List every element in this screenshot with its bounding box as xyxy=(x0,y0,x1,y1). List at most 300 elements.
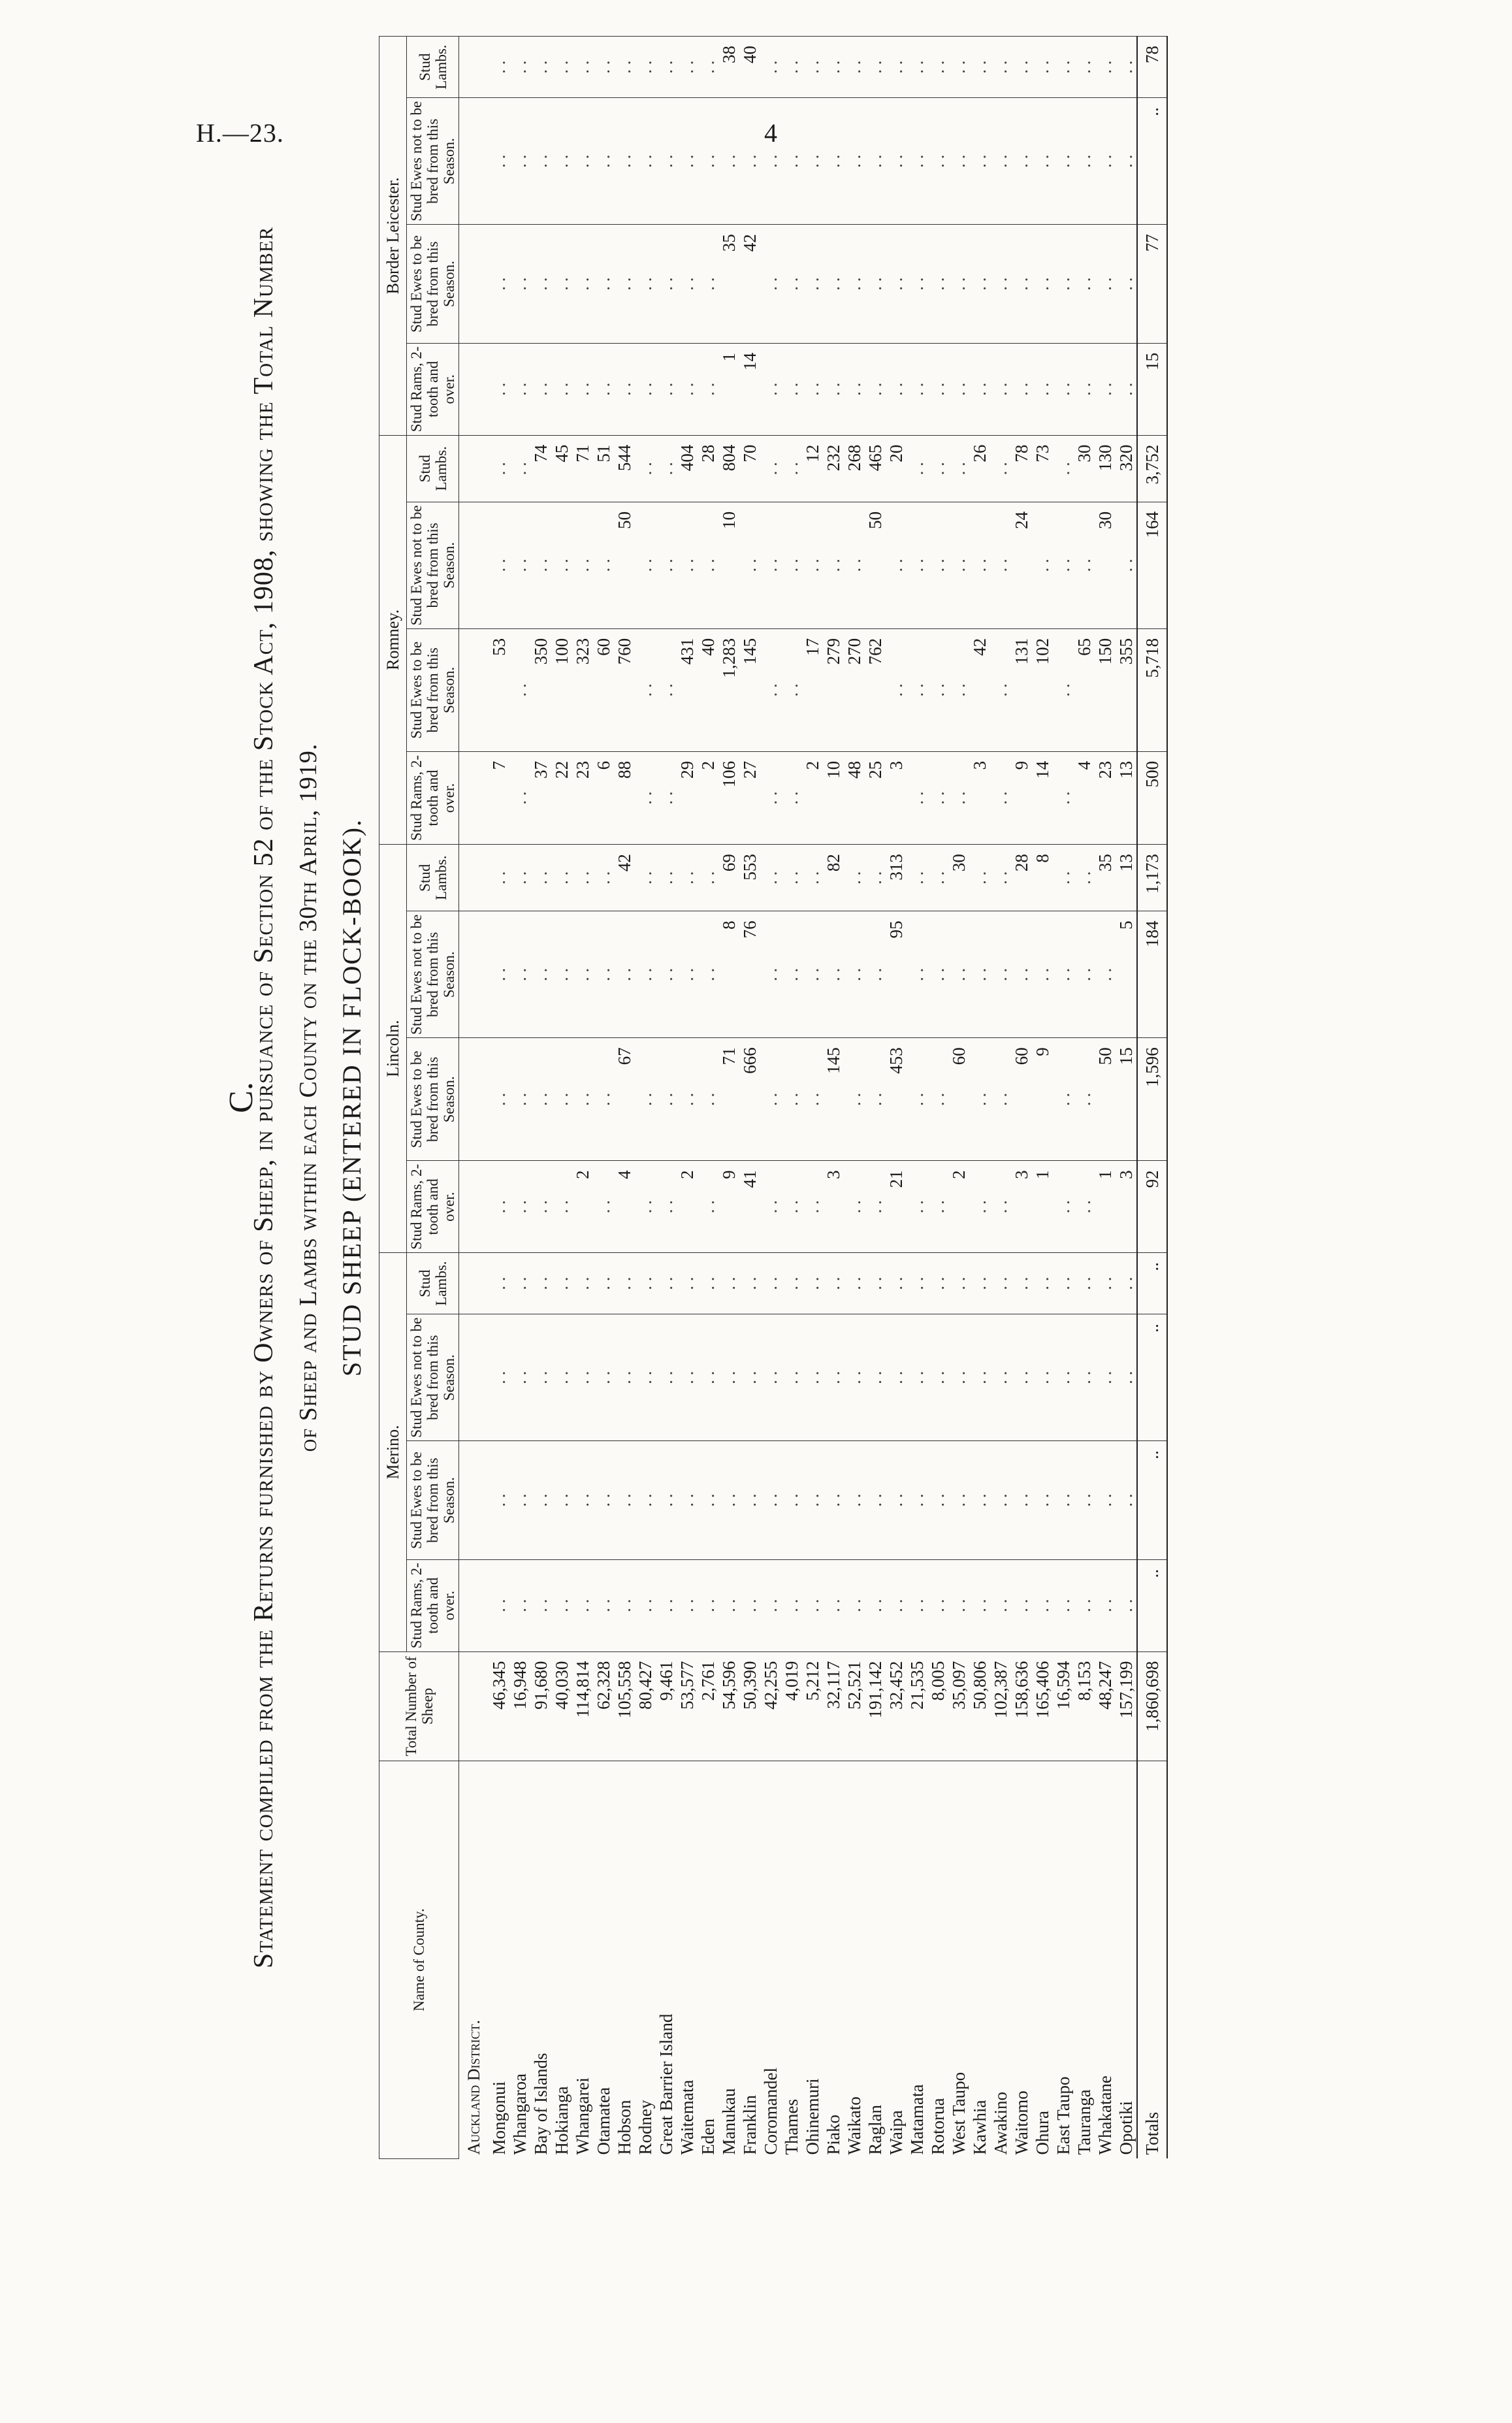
value-cell: 30 xyxy=(1095,502,1116,628)
value-cell: 2 xyxy=(802,751,823,844)
value-cell: 30 xyxy=(1074,435,1095,502)
subcol-header: Stud Lambs. xyxy=(407,1253,459,1314)
table-row xyxy=(760,37,781,2159)
subcol-header: Stud Rams, 2-tooth and over. xyxy=(407,1161,459,1253)
value-cell: 4 xyxy=(1074,751,1095,844)
empty-cell: . . xyxy=(551,911,572,1038)
empty-cell: . . xyxy=(990,1253,1011,1314)
value-cell: 313 xyxy=(886,845,907,911)
value-cell: 760 xyxy=(614,628,635,751)
value-cell: 45 xyxy=(551,435,572,502)
value-cell: 9 xyxy=(718,1161,739,1253)
value-cell: 184 xyxy=(1137,911,1167,1038)
empty-cell: . . xyxy=(551,1559,572,1651)
empty-cell: . . xyxy=(656,225,677,344)
empty-cell: . . xyxy=(509,751,530,844)
total-sheep-cell: 102,387 xyxy=(990,1651,1011,1761)
total-sheep-cell: 50,806 xyxy=(969,1651,990,1761)
value-cell: 350 xyxy=(530,628,551,751)
empty-cell: . . xyxy=(1095,1253,1116,1314)
subcol-header: Stud Ewes to be bred from this Season. xyxy=(407,1441,459,1560)
empty-cell: . . xyxy=(1011,98,1032,225)
empty-cell: . . xyxy=(927,1161,948,1253)
empty-cell: . . xyxy=(509,1314,530,1441)
value-cell: 404 xyxy=(677,435,698,502)
empty-cell: . . xyxy=(886,98,907,225)
empty-cell: . . xyxy=(760,1441,781,1560)
empty-cell: . . xyxy=(802,845,823,911)
empty-cell: . . xyxy=(635,751,656,844)
empty-cell: . . xyxy=(844,1314,865,1441)
value-cell: 25 xyxy=(865,751,886,844)
empty-cell: . . xyxy=(1116,502,1137,628)
value-cell: 232 xyxy=(823,435,844,502)
value-cell: 3 xyxy=(823,1161,844,1253)
empty-cell: . . xyxy=(635,628,656,751)
value-cell: 42 xyxy=(614,845,635,911)
empty-cell: . . xyxy=(865,1038,886,1161)
table-row xyxy=(698,37,718,2159)
value-cell: 73 xyxy=(1032,435,1053,502)
empty-cell: . . xyxy=(1032,1441,1053,1560)
empty-cell: . . xyxy=(844,502,865,628)
empty-cell: . . xyxy=(593,343,614,435)
empty-cell: . . xyxy=(677,1253,698,1314)
empty-cell: . . xyxy=(865,1314,886,1441)
empty-cell: . . xyxy=(489,1441,509,1560)
empty-cell: . . xyxy=(614,1314,635,1441)
total-sheep-cell: 16,594 xyxy=(1053,1651,1074,1761)
empty-cell: . . xyxy=(656,1161,677,1253)
empty-cell: . . xyxy=(698,98,718,225)
empty-cell: . . xyxy=(530,98,551,225)
empty-cell: . . xyxy=(551,343,572,435)
value-cell: 431 xyxy=(677,628,698,751)
empty-cell: . . xyxy=(530,225,551,344)
empty-cell: . . xyxy=(969,845,990,911)
empty-cell: . . xyxy=(1074,225,1095,344)
empty-cell: . . xyxy=(1116,37,1137,98)
table-row xyxy=(844,37,865,2159)
empty-cell: . . xyxy=(509,98,530,225)
empty-cell: . . xyxy=(656,343,677,435)
county-name: Great Barrier Island xyxy=(656,1761,677,2159)
empty-cell: . . xyxy=(489,1038,509,1161)
empty-cell: . . xyxy=(1032,37,1053,98)
total-sheep-cell: 9,461 xyxy=(656,1651,677,1761)
value-cell: 20 xyxy=(886,435,907,502)
empty-cell: . . xyxy=(865,343,886,435)
value-cell: 21 xyxy=(886,1161,907,1253)
value-cell: .. xyxy=(1137,1441,1167,1560)
empty-cell: . . xyxy=(1011,1314,1032,1441)
empty-cell: . . xyxy=(802,225,823,344)
empty-cell: . . xyxy=(489,37,509,98)
empty-cell: . . xyxy=(489,1314,509,1441)
col-header-county: Name of County. xyxy=(379,1761,459,2159)
empty-cell: . . xyxy=(927,37,948,98)
value-cell: 71 xyxy=(572,435,593,502)
value-cell: 35 xyxy=(1095,845,1116,911)
table-row xyxy=(718,37,739,2159)
value-cell: 23 xyxy=(1095,751,1116,844)
empty-cell: . . xyxy=(1074,502,1095,628)
empty-cell: . . xyxy=(781,98,802,225)
value-cell: 23 xyxy=(572,751,593,844)
table-row xyxy=(593,37,614,2159)
empty-cell: . . xyxy=(886,225,907,344)
table-row xyxy=(927,37,948,2159)
empty-cell: . . xyxy=(907,751,927,844)
subcol-header: Stud Ewes not to be bred from this Season. xyxy=(407,502,459,628)
empty-cell: . . xyxy=(990,1161,1011,1253)
empty-cell: . . xyxy=(927,343,948,435)
empty-cell: . . xyxy=(1053,1441,1074,1560)
value-cell: 78 xyxy=(1137,37,1167,98)
empty-cell: . . xyxy=(509,845,530,911)
empty-cell: . . xyxy=(489,1559,509,1651)
value-cell: 1 xyxy=(1095,1161,1116,1253)
empty-cell: . . xyxy=(1053,1038,1074,1161)
page-header-left: H.—23. xyxy=(196,118,284,148)
value-cell: 544 xyxy=(614,435,635,502)
county-name: Tauranga xyxy=(1074,1761,1095,2159)
value-cell: 3 xyxy=(886,751,907,844)
county-name: Matamata xyxy=(907,1761,927,2159)
empty-cell: . . xyxy=(865,98,886,225)
empty-cell: . . xyxy=(530,1441,551,1560)
empty-cell: . . xyxy=(969,1441,990,1560)
value-cell: 60 xyxy=(1011,1038,1032,1161)
empty-cell: . . xyxy=(489,911,509,1038)
empty-cell: . . xyxy=(1095,911,1116,1038)
value-cell: 5,718 xyxy=(1137,628,1167,751)
value-cell: 50 xyxy=(614,502,635,628)
empty-cell: . . xyxy=(677,1559,698,1651)
empty-cell: . . xyxy=(698,1441,718,1560)
empty-cell: . . xyxy=(927,435,948,502)
empty-cell: . . xyxy=(886,1253,907,1314)
empty-cell: . . xyxy=(1011,1441,1032,1560)
table-row xyxy=(1095,37,1116,2159)
total-sheep-cell: 8,153 xyxy=(1074,1651,1095,1761)
value-cell: 164 xyxy=(1137,502,1167,628)
empty-cell: . . xyxy=(1032,1314,1053,1441)
county-name: Piako xyxy=(823,1761,844,2159)
value-cell: 145 xyxy=(739,628,760,751)
value-cell: 130 xyxy=(1095,435,1116,502)
value-cell: 22 xyxy=(551,751,572,844)
county-name: Eden xyxy=(698,1761,718,2159)
empty-cell: . . xyxy=(677,1314,698,1441)
empty-cell: . . xyxy=(907,343,927,435)
empty-cell: . . xyxy=(865,37,886,98)
empty-cell: . . xyxy=(907,628,927,751)
empty-cell: . . xyxy=(635,1314,656,1441)
empty-cell: . . xyxy=(698,1253,718,1314)
empty-cell: . . xyxy=(1053,911,1074,1038)
empty-cell: . . xyxy=(635,502,656,628)
empty-cell: . . xyxy=(656,1038,677,1161)
empty-cell: . . xyxy=(948,225,969,344)
value-cell: 9 xyxy=(1011,751,1032,844)
empty-cell: . . xyxy=(509,911,530,1038)
value-cell: 150 xyxy=(1095,628,1116,751)
empty-cell: . . xyxy=(907,98,927,225)
table-row xyxy=(823,37,844,2159)
empty-cell: . . xyxy=(593,911,614,1038)
table-row xyxy=(677,37,698,2159)
empty-cell: . . xyxy=(572,225,593,344)
table-row xyxy=(907,37,927,2159)
empty-cell: . . xyxy=(739,1559,760,1651)
value-cell: 320 xyxy=(1116,435,1137,502)
empty-cell: . . xyxy=(1116,343,1137,435)
table-row xyxy=(635,37,656,2159)
empty-cell: . . xyxy=(1095,343,1116,435)
subcol-header: Stud Ewes not to be bred from this Season. xyxy=(407,1314,459,1441)
county-name: Franklin xyxy=(739,1761,760,2159)
empty-cell: . . xyxy=(760,628,781,751)
table-row xyxy=(656,37,677,2159)
value-cell: 145 xyxy=(823,1038,844,1161)
empty-cell: . . xyxy=(781,628,802,751)
empty-cell: . . xyxy=(865,911,886,1038)
value-cell: 10 xyxy=(823,751,844,844)
empty-cell: . . xyxy=(990,225,1011,344)
empty-cell: . . xyxy=(760,98,781,225)
total-sheep-cell: 5,212 xyxy=(802,1651,823,1761)
county-name: Hobson xyxy=(614,1761,635,2159)
county-name: Manukau xyxy=(718,1761,739,2159)
empty-cell: . . xyxy=(760,911,781,1038)
empty-cell: . . xyxy=(572,845,593,911)
empty-cell: . . xyxy=(990,343,1011,435)
empty-cell: . . xyxy=(823,98,844,225)
empty-cell: . . xyxy=(927,628,948,751)
value-cell: 92 xyxy=(1137,1161,1167,1253)
value-cell: 65 xyxy=(1074,628,1095,751)
empty-cell: . . xyxy=(1095,98,1116,225)
subcol-header: Stud Ewes to be bred from this Season. xyxy=(407,1038,459,1161)
empty-cell: . . xyxy=(802,1441,823,1560)
empty-cell: . . xyxy=(1053,98,1074,225)
empty-cell: . . xyxy=(656,98,677,225)
county-name: Waitemata xyxy=(677,1761,698,2159)
empty-cell: . . xyxy=(1116,1559,1137,1651)
empty-cell: . . xyxy=(635,1559,656,1651)
empty-cell: . . xyxy=(907,1161,927,1253)
empty-cell: . . xyxy=(760,1314,781,1441)
stud-sheep-table xyxy=(379,36,1168,2159)
empty-cell: . . xyxy=(927,1314,948,1441)
empty-cell: . . xyxy=(781,1559,802,1651)
empty-cell: . . xyxy=(948,911,969,1038)
empty-cell: . . xyxy=(1095,37,1116,98)
value-cell: 26 xyxy=(969,435,990,502)
empty-cell: . . xyxy=(635,1161,656,1253)
empty-cell: . . xyxy=(530,343,551,435)
empty-cell: . . xyxy=(907,911,927,1038)
value-cell: 60 xyxy=(948,1038,969,1161)
empty-cell: . . xyxy=(635,1253,656,1314)
empty-cell: . . xyxy=(760,37,781,98)
empty-cell: . . xyxy=(1032,502,1053,628)
empty-cell: . . xyxy=(969,343,990,435)
empty-cell: . . xyxy=(551,502,572,628)
total-sheep-cell: 157,199 xyxy=(1116,1651,1137,1761)
empty-cell: . . xyxy=(1074,1559,1095,1651)
empty-cell: . . xyxy=(489,1253,509,1314)
empty-cell: . . xyxy=(1095,225,1116,344)
county-name: Kawhia xyxy=(969,1761,990,2159)
empty-cell: . . xyxy=(614,1253,635,1314)
value-cell: 100 xyxy=(551,628,572,751)
empty-cell: . . xyxy=(489,225,509,344)
empty-cell: . . xyxy=(1053,225,1074,344)
empty-cell: . . xyxy=(1074,911,1095,1038)
empty-cell: . . xyxy=(948,37,969,98)
empty-cell: . . xyxy=(802,343,823,435)
value-cell: 1,173 xyxy=(1137,845,1167,911)
empty-cell: . . xyxy=(969,225,990,344)
value-cell: 78 xyxy=(1011,435,1032,502)
empty-cell: . . xyxy=(1074,845,1095,911)
empty-cell: . . xyxy=(635,98,656,225)
empty-cell: . . xyxy=(1011,343,1032,435)
empty-cell: . . xyxy=(698,1314,718,1441)
empty-cell: . . xyxy=(1011,911,1032,1038)
value-cell: .. xyxy=(1137,1314,1167,1441)
empty-cell: . . xyxy=(509,1559,530,1651)
table-row xyxy=(1011,37,1032,2159)
empty-cell: . . xyxy=(551,37,572,98)
empty-cell: . . xyxy=(551,1314,572,1441)
empty-cell: . . xyxy=(1032,911,1053,1038)
empty-cell: . . xyxy=(1053,343,1074,435)
empty-cell: . . xyxy=(990,911,1011,1038)
empty-cell: . . xyxy=(572,98,593,225)
county-name: Waipa xyxy=(886,1761,907,2159)
empty-cell: . . xyxy=(1116,1253,1137,1314)
value-cell: 1,283 xyxy=(718,628,739,751)
county-name: Otamatea xyxy=(593,1761,614,2159)
empty-cell: . . xyxy=(927,1559,948,1651)
empty-cell: . . xyxy=(907,435,927,502)
subcol-header: Stud Ewes not to be bred from this Season. xyxy=(407,98,459,225)
empty-cell: . . xyxy=(489,343,509,435)
value-cell: 270 xyxy=(844,628,865,751)
value-cell: 804 xyxy=(718,435,739,502)
empty-cell: . . xyxy=(907,1441,927,1560)
table-row xyxy=(865,37,886,2159)
total-sheep-cell: 158,636 xyxy=(1011,1651,1032,1761)
empty-cell: . . xyxy=(593,37,614,98)
empty-cell: . . xyxy=(990,98,1011,225)
empty-cell: . . xyxy=(781,1038,802,1161)
empty-cell: . . xyxy=(823,37,844,98)
table-row xyxy=(509,37,530,2159)
subcol-header: Stud Ewes to be bred from this Season. xyxy=(407,225,459,344)
value-cell: 95 xyxy=(886,911,907,1038)
value-cell: 3 xyxy=(969,751,990,844)
totals-row xyxy=(1137,37,1167,2159)
value-cell: 355 xyxy=(1116,628,1137,751)
value-cell: 74 xyxy=(530,435,551,502)
total-sheep-cell: 50,390 xyxy=(739,1651,760,1761)
empty-cell: . . xyxy=(509,1161,530,1253)
value-cell: 24 xyxy=(1011,502,1032,628)
total-sheep-cell: 91,680 xyxy=(530,1651,551,1761)
empty-cell: . . xyxy=(677,502,698,628)
empty-cell: . . xyxy=(865,1161,886,1253)
empty-cell: . . xyxy=(760,1038,781,1161)
empty-cell: . . xyxy=(990,1314,1011,1441)
empty-cell: . . xyxy=(781,225,802,344)
empty-cell: . . xyxy=(781,343,802,435)
empty-cell: . . xyxy=(802,911,823,1038)
empty-cell: . . xyxy=(781,1161,802,1253)
empty-cell: . . xyxy=(614,1559,635,1651)
value-cell: 4 xyxy=(614,1161,635,1253)
empty-cell: . . xyxy=(677,1038,698,1161)
empty-cell: . . xyxy=(572,911,593,1038)
value-cell: 102 xyxy=(1032,628,1053,751)
empty-cell: . . xyxy=(802,1161,823,1253)
empty-cell: . . xyxy=(635,37,656,98)
empty-cell: . . xyxy=(572,1038,593,1161)
total-sheep-cell: 1,860,698 xyxy=(1137,1651,1167,1761)
empty-cell: . . xyxy=(760,225,781,344)
value-cell: 41 xyxy=(739,1161,760,1253)
empty-cell: . . xyxy=(927,225,948,344)
empty-cell: . . xyxy=(1074,1161,1095,1253)
value-cell: 5 xyxy=(1116,911,1137,1038)
empty-cell: . . xyxy=(1011,225,1032,344)
empty-cell: . . xyxy=(698,225,718,344)
empty-cell: . . xyxy=(739,502,760,628)
empty-cell: . . xyxy=(614,343,635,435)
empty-cell: . . xyxy=(530,1314,551,1441)
empty-cell: . . xyxy=(1074,1253,1095,1314)
empty-cell: . . xyxy=(844,225,865,344)
empty-cell: . . xyxy=(969,1559,990,1651)
value-cell: 9 xyxy=(1032,1038,1053,1161)
empty-cell: . . xyxy=(614,98,635,225)
empty-cell: . . xyxy=(886,37,907,98)
empty-cell: . . xyxy=(635,225,656,344)
empty-cell: . . xyxy=(530,1161,551,1253)
empty-cell: . . xyxy=(551,1253,572,1314)
total-sheep-cell: 16,948 xyxy=(509,1651,530,1761)
empty-cell: . . xyxy=(656,435,677,502)
value-cell: 76 xyxy=(739,911,760,1038)
empty-cell: . . xyxy=(1074,1314,1095,1441)
empty-cell: . . xyxy=(948,628,969,751)
empty-cell: . . xyxy=(886,1314,907,1441)
value-cell: 1 xyxy=(718,343,739,435)
value-cell: 38 xyxy=(718,37,739,98)
empty-cell: . . xyxy=(781,502,802,628)
table-row xyxy=(1032,37,1053,2159)
county-name: Hokianga xyxy=(551,1761,572,2159)
empty-cell: . . xyxy=(990,628,1011,751)
empty-cell: . . xyxy=(530,911,551,1038)
empty-cell: . . xyxy=(593,1559,614,1651)
empty-cell: . . xyxy=(969,911,990,1038)
empty-cell: . . xyxy=(1032,343,1053,435)
value-cell: 15 xyxy=(1116,1038,1137,1161)
